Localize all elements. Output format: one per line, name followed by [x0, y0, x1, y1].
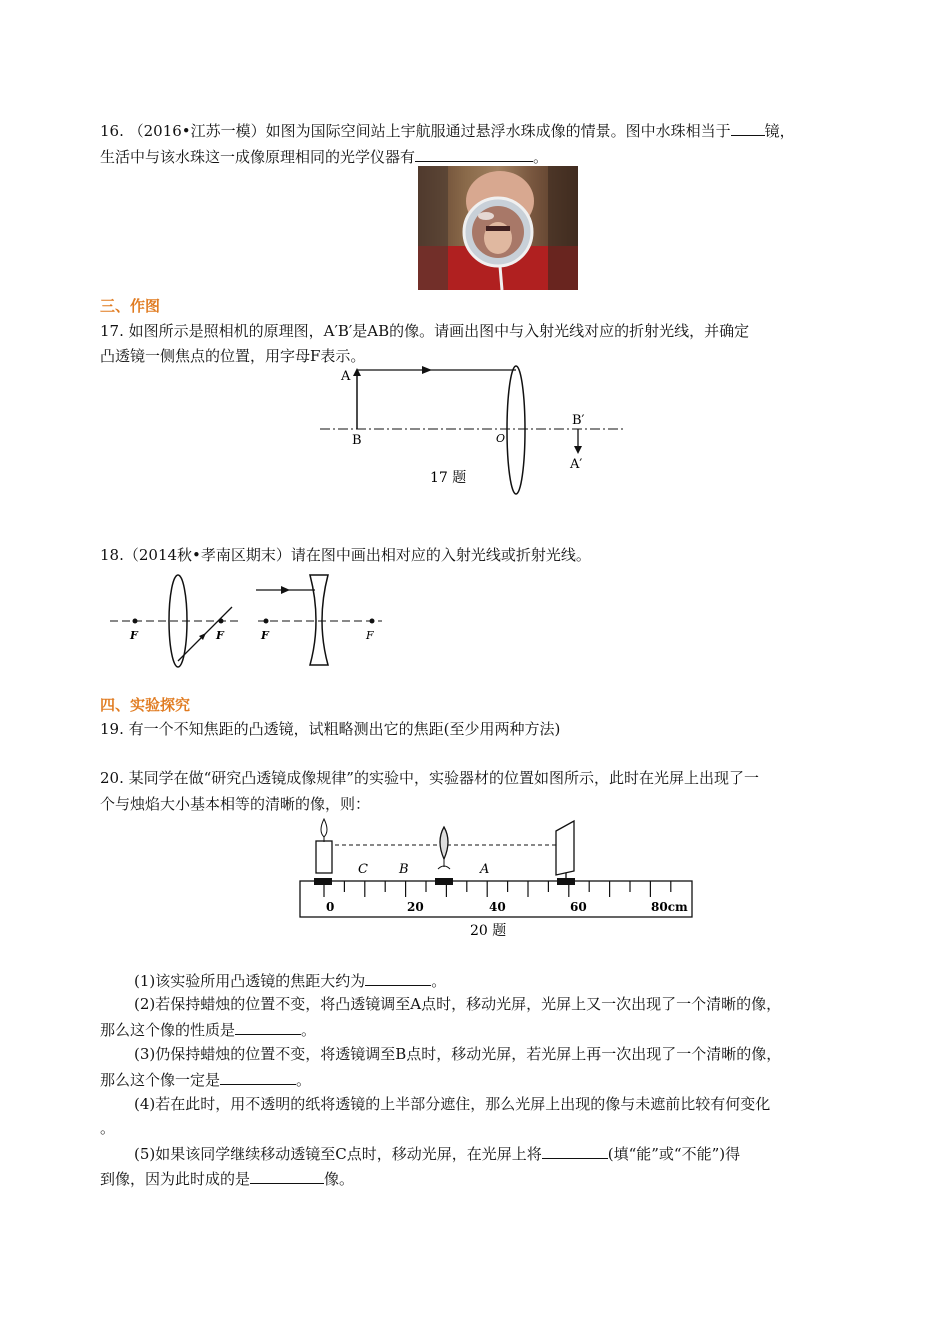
q20-caption: 20 题	[470, 923, 507, 939]
q16-blank2[interactable]	[415, 146, 533, 162]
q20-candle-base	[314, 878, 332, 885]
q20-blank5b[interactable]	[250, 1168, 324, 1184]
q20-blank1[interactable]	[365, 970, 431, 986]
q16-blank1[interactable]	[731, 120, 765, 136]
q20-sub5-end: 像。	[324, 1170, 355, 1188]
q16-text2-end: 。	[533, 148, 549, 166]
q17-line2: 凸透镜一侧焦点的位置，用字母F表示。	[100, 347, 366, 365]
q17-camera-diagram	[320, 360, 640, 500]
q20-sub4-line1: (4)若在此时，用不透明的纸将透镜的上半部分遮住，那么光屏上出现的像与未遮前比较有何变化	[134, 1095, 771, 1113]
q20-line2: 个与烛焰大小基本相等的清晰的像，则：	[100, 795, 371, 813]
q20-sub5-mid: (填“能”或“不能”)得	[607, 1145, 741, 1163]
q17-label-bp: B′	[572, 413, 585, 428]
q20-label-a: A	[480, 862, 490, 877]
q20-sub1-end: 。	[431, 972, 447, 990]
q20-tick-0: 0	[326, 900, 335, 914]
q17-object-arrowhead	[353, 368, 361, 376]
q20-optical-bench-diagram	[298, 815, 698, 940]
q20-sub3-line2	[100, 1069, 311, 1090]
q18-label-f4: F	[366, 629, 374, 642]
q16-line1	[100, 120, 795, 141]
q18-focus-left-2	[264, 619, 269, 624]
q17-ray-arrow	[422, 366, 432, 374]
q18-focus-left-1	[133, 619, 138, 624]
q20-candle	[316, 841, 332, 873]
q17-label-ap: A′	[570, 457, 583, 472]
q17-line1: 17. 如图所示是照相机的原理图，A′B′是AB的像。请画出图中与入射光线对应的折射光线，并确定	[100, 322, 750, 340]
q20-tick-40: 40	[489, 900, 506, 914]
q19-line1: 19. 有一个不知焦距的凸透镜，试粗略测出它的焦距(至少用两种方法)	[100, 720, 561, 738]
q20-lens-base	[435, 878, 453, 885]
q20-blank2[interactable]	[235, 1019, 301, 1035]
q20-tick-60: 60	[570, 900, 587, 914]
q20-sub1-text: (1)该实验所用凸透镜的焦距大约为	[134, 972, 366, 990]
q20-sub1	[134, 970, 446, 991]
q20-sub5-line1	[134, 1143, 740, 1164]
q17-label-a: A	[341, 369, 351, 384]
q20-light-screen	[556, 821, 574, 875]
q20-sub3-text: 那么这个像一定是	[100, 1071, 221, 1089]
q20-sub2-line1: (2)若保持蜡烛的位置不变，将凸透镜调至A点时，移动光屏，光屏上又一次出现了一个清晰的像，	[134, 995, 782, 1013]
q20-label-b: B	[399, 862, 409, 877]
q20-line1: 20. 某同学在做“研究凸透镜成像规律”的实验中，实验器材的位置如图所示，此时在光屏上出现了一	[100, 769, 759, 787]
q20-flame-icon	[321, 819, 327, 837]
photo-drawing	[418, 166, 578, 290]
q20-tick-20: 20	[407, 900, 424, 914]
q20-sub2-end: 。	[301, 1021, 317, 1039]
q20-screen-base	[557, 878, 575, 885]
q16-line2	[100, 146, 548, 167]
q18-line1: 18.（2014秋•孝南区期末）请在图中画出相对应的入射光线或折射光线。	[100, 546, 591, 564]
q17-label-b: B	[352, 433, 362, 448]
q16-text2: 生活中与该水珠这一成像原理相同的光学仪器有	[100, 148, 416, 166]
q18-label-f1: F	[130, 629, 138, 642]
q17-convex-lens	[507, 366, 525, 494]
section-heading-drawing: 三、作图	[100, 297, 161, 315]
q20-label-c: C	[358, 862, 368, 877]
q16-text1: 16. （2016•江苏一模）如图为国际空间站上宇航服通过悬浮水珠成像的情景。图中水珠相当于	[100, 122, 731, 140]
q20-lens-holder	[438, 859, 450, 869]
q20-sub5-line2	[100, 1168, 354, 1189]
q18-label-f3: F	[261, 629, 269, 642]
q20-sub4-line2: 。	[100, 1119, 116, 1137]
q20-blank3[interactable]	[220, 1069, 296, 1085]
section-heading-experiment: 四、实验探究	[100, 696, 191, 714]
q17-image-arrowhead	[574, 446, 582, 454]
q20-blank5a[interactable]	[542, 1143, 608, 1159]
q18-focus-right-2	[370, 619, 375, 624]
q20-sub5-text: (5)如果该同学继续移动透镜至C点时，移动光屏，在光屏上将	[134, 1145, 542, 1163]
q20-sub5-text2: 到像，因为此时成的是	[100, 1170, 251, 1188]
q17-caption: 17 题	[430, 470, 467, 486]
q16-text1-end: 镜，	[764, 122, 795, 140]
q20-sub3-end: 。	[296, 1071, 312, 1089]
q20-sub2-text: 那么这个像的性质是	[100, 1021, 236, 1039]
q20-lens	[440, 827, 448, 859]
q18-ray-arrow-2	[281, 586, 290, 594]
q18-label-f2: F	[216, 629, 224, 642]
q20-sub2-line2	[100, 1019, 316, 1040]
q18-concave-lens	[310, 575, 328, 665]
q20-tick-80: 80cm	[651, 900, 688, 914]
q17-label-o: O	[496, 432, 506, 445]
astronaut-water-drop-photo	[418, 166, 578, 290]
q20-sub3-line1: (3)仍保持蜡烛的位置不变，将透镜调至B点时，移动光屏，若光屏上再一次出现了一个清晰的像，	[134, 1045, 782, 1063]
q18-lens-diagrams	[110, 570, 400, 670]
